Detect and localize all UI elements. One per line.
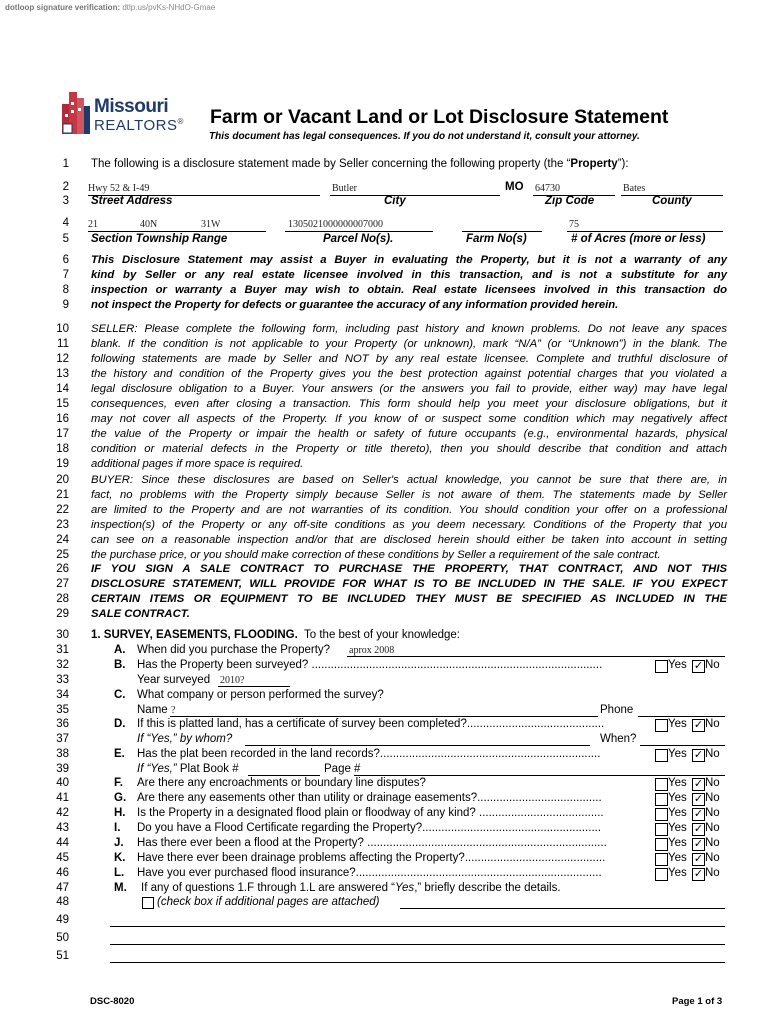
city-line — [330, 195, 500, 196]
buyer-line: can see on a reasonable inspection and/or that are disclosed herein should either be taken into account in setting — [91, 534, 727, 546]
notice-line: This Disclosure Statement may assist a Buyer in evaluating the Property, but it is not a warranty of any — [91, 254, 727, 266]
seller-line: the history and condition of the Property gives you the best protection against potential charges that you violated a — [91, 368, 727, 380]
line-number: 19 — [56, 458, 69, 470]
city-value[interactable]: Butler — [332, 183, 357, 194]
additional-pages-checkbox[interactable] — [142, 897, 154, 909]
state-value: MO — [505, 181, 524, 193]
seller-line: blank. If the condition is not applicable to your Property (or unknown), mark “N/A” (or “Unknown”) in the blank. The — [91, 338, 727, 350]
line-number: 45 — [56, 852, 69, 864]
item-h-question: Is the Property in a designated flood plain or floodway of any kind? ....................................... — [137, 807, 604, 819]
line-number: 21 — [56, 489, 69, 501]
item-g-question: Are there any easements other than utility or drainage easements?....................................... — [137, 792, 602, 804]
line-number: 41 — [56, 792, 69, 804]
item-d-yes-label: Yes — [668, 718, 687, 730]
line-number: 26 — [56, 563, 69, 575]
line-number: 31 — [56, 644, 69, 656]
item-i-yes-label: Yes — [668, 822, 687, 834]
line-number: 32 — [56, 659, 69, 671]
document-subtitle: This document has legal consequences. If you do not understand it, consult your attorney. — [209, 131, 640, 142]
item-e-no-checkbox[interactable]: ✓ — [693, 749, 704, 761]
street-label: Street Address — [91, 195, 173, 207]
section-value[interactable]: 21 — [88, 219, 98, 230]
item-e-no-label: No — [705, 748, 720, 760]
range-value[interactable]: 31W — [201, 219, 221, 230]
county-value[interactable]: Bates — [623, 183, 646, 194]
item-a-letter: A. — [114, 644, 126, 656]
item-f-yes-checkbox[interactable] — [655, 778, 668, 791]
line-number: 18 — [56, 443, 69, 455]
line-number: 16 — [56, 413, 69, 425]
line-51-blank[interactable] — [110, 962, 725, 963]
item-k-letter: K. — [114, 852, 126, 864]
line-number: 8 — [62, 284, 69, 296]
farm-label: Farm No(s) — [466, 233, 527, 245]
item-g-yes-checkbox[interactable] — [655, 793, 668, 806]
year-surveyed-label: Year surveyed — [137, 674, 211, 686]
year-surveyed-line — [218, 686, 290, 687]
additional-pages-label: (check box if additional pages are attached) — [157, 896, 380, 908]
item-d-no-checkbox[interactable]: ✓ — [693, 719, 704, 731]
line-number: 11 — [57, 338, 69, 350]
notice-line: inspection or warranty a Buyer may wish to obtain. Real estate licensees involved in this transaction do — [91, 284, 727, 296]
line-number: 10 — [56, 323, 69, 335]
buyer-paragraph — [91, 473, 727, 563]
notice-line: not inspect the Property for defects or guarantee the accuracy of any information provided herein. — [91, 299, 619, 311]
item-c-letter: C. — [114, 689, 126, 701]
surveyor-name-answer[interactable]: ? — [171, 705, 176, 716]
zip-label: Zip Code — [545, 195, 595, 207]
plat-book-label: If “Yes,” Plat Book # — [137, 763, 239, 775]
line-number: 2 — [62, 181, 69, 193]
item-d-letter: D. — [114, 718, 126, 730]
seller-line: legal disclosure obligation to a Buyer. Your answers (or the answers you fail to provide, either way) may have legal — [91, 383, 727, 395]
item-b-yes-label: Yes — [668, 659, 687, 671]
item-f-yes-label: Yes — [668, 777, 687, 789]
seller-line: SELLER: Please complete the following form, including past history and known problems. Do not leave any spaces — [91, 323, 727, 335]
warning-line: SALE CONTRACT. — [91, 608, 190, 620]
item-b-yes-checkbox[interactable] — [655, 660, 668, 673]
surveyor-name-label: Name — [137, 704, 168, 716]
verification-link[interactable]: dtlp.us/pvKs-NHdO-Gmae — [122, 3, 216, 12]
item-f-no-checkbox[interactable]: ✓ — [693, 778, 704, 790]
item-i-no-checkbox[interactable]: ✓ — [693, 823, 704, 835]
item-d-question: If this is platted land, has a certificate of survey been completed?........................................... — [137, 718, 605, 730]
line-number: 9 — [62, 299, 69, 311]
item-e-yes-checkbox[interactable] — [655, 749, 668, 762]
buyer-line: fact, no problems with the Property simply because Seller is not aware of them. The statements made by Seller — [91, 489, 727, 501]
survey-when-line — [640, 745, 725, 746]
contract-warning — [91, 562, 727, 622]
seller-line: additional pages if more space is required. — [91, 458, 304, 470]
item-h-yes-label: Yes — [668, 807, 687, 819]
line-number: 50 — [56, 932, 69, 944]
item-g-no-checkbox[interactable]: ✓ — [693, 793, 704, 805]
item-b-no-checkbox[interactable]: ✓ — [693, 660, 704, 672]
line-number: 17 — [56, 428, 69, 440]
line-number: 12 — [56, 353, 69, 365]
item-j-no-checkbox[interactable]: ✓ — [693, 838, 704, 850]
item-m-letter: M. — [114, 882, 127, 894]
item-k-question: Have there ever been drainage problems affecting the Property?............................................ — [137, 852, 606, 864]
item-l-no-label: No — [705, 867, 720, 879]
seller-line: consequences, even after closing a transaction. This form should help you meet your disclosure obligations, but it — [91, 398, 727, 410]
logo-text-realtors: REALTORS® — [94, 117, 184, 134]
line-number: 4 — [62, 217, 69, 229]
line-number: 40 — [56, 777, 69, 789]
item-j-letter: J. — [114, 837, 124, 849]
form-number: DSC-8020 — [90, 996, 135, 1007]
plat-page-label: Page # — [324, 763, 361, 775]
seller-line: the value of the Property or impair the health or safety of future occupants (e.g., environmental hazards, physical — [91, 428, 727, 440]
warning-line: IF YOU SIGN A SALE CONTRACT TO PURCHASE THE PROPERTY, THAT CONTRACT, AND NOT THIS — [91, 563, 727, 575]
item-j-no-label: No — [705, 837, 720, 849]
item-l-question: Have you ever purchased flood insurance?............................................................................. — [137, 867, 602, 879]
line-number: 23 — [56, 519, 69, 531]
item-l-letter: L. — [114, 867, 125, 879]
line-number: 47 — [56, 882, 69, 894]
item-g-yes-label: Yes — [668, 792, 687, 804]
line-number: 25 — [56, 549, 69, 561]
buyer-line: the purchase price, or you should make correction of these conditions by Seller a requirement of the sale contract. — [91, 549, 661, 561]
item-c-question: What company or person performed the survey? — [137, 689, 384, 701]
line-number: 43 — [56, 822, 69, 834]
township-value[interactable]: 40N — [140, 219, 158, 230]
seller-line: following statements are made by Seller and NOT by any real estate licensee. Complete and truthful disclosure of — [91, 353, 727, 365]
item-k-yes-checkbox[interactable] — [655, 853, 668, 866]
line-number: 22 — [56, 504, 69, 516]
item-b-no-label: No — [705, 659, 720, 671]
item-a-answer[interactable]: aprox 2008 — [349, 645, 395, 656]
line-number: 36 — [56, 718, 69, 730]
item-b-letter: B. — [114, 659, 126, 671]
buyer-line: are limited to the Property and are not warranties of its condition. You should condition your offer on a professional — [91, 504, 727, 516]
line-number: 20 — [56, 474, 69, 486]
item-m-question: If any of questions 1.F through 1.L are answered “Yes,” briefly describe the details. — [141, 882, 561, 894]
item-h-letter: H. — [114, 807, 126, 819]
year-surveyed-answer[interactable]: 2010? — [220, 675, 245, 686]
item-k-yes-label: Yes — [668, 852, 687, 864]
seller-line: condition or material defects in the Property or title thereto), then you should describe that condition and attach — [91, 443, 727, 455]
line-number: 6 — [62, 254, 69, 266]
item-b-question: Has the Property been surveyed? ........................................................................................... — [137, 659, 603, 671]
surveyor-phone-label: Phone — [600, 704, 634, 716]
document-title: Farm or Vacant Land or Lot Disclosure Statement — [210, 106, 669, 128]
warning-line: CERTAIN ITEMS OR EQUIPMENT TO BE INCLUDED THEY MUST BE SPECIFIED AS INCLUDED IN THE — [91, 593, 727, 605]
line-number: 49 — [56, 914, 69, 926]
acres-label: # of Acres (more or less) — [571, 233, 706, 245]
page-number: Page 1 of 3 — [672, 996, 723, 1007]
item-h-yes-checkbox[interactable] — [655, 808, 668, 821]
logo-text-missouri: Missouri — [94, 96, 169, 117]
item-e-letter: E. — [114, 748, 125, 760]
county-label: County — [652, 195, 692, 207]
line-number: 27 — [56, 578, 69, 590]
line-number: 24 — [56, 534, 69, 546]
item-h-no-checkbox[interactable]: ✓ — [693, 808, 704, 820]
line-number: 33 — [56, 674, 69, 686]
line-50-blank[interactable] — [110, 944, 725, 945]
str-label: Section Township Range — [91, 233, 228, 245]
line-number: 39 — [56, 763, 69, 775]
line-number: 37 — [56, 733, 69, 745]
line-number: 44 — [56, 837, 69, 849]
item-i-question: Do you have a Flood Certificate regarding the Property?........................................................ — [137, 822, 602, 834]
line-number: 14 — [56, 383, 69, 395]
seller-line: may not cover all aspects of the Property. If you know of or suspect some condition which may negatively affect — [91, 413, 727, 425]
item-k-no-label: No — [705, 852, 720, 864]
item-a-line — [347, 656, 725, 657]
item-l-yes-label: Yes — [668, 867, 687, 879]
intro-text: The following is a disclosure statement made by Seller concerning the following property (the “Property”): — [91, 158, 629, 170]
item-f-question: Are there any encroachments or boundary line disputes? — [137, 777, 426, 789]
item-d-no-label: No — [705, 718, 720, 730]
line-number: 7 — [62, 269, 69, 281]
buyer-line: inspection(s) of the Property or any off-site conditions as you deem necessary. Conditions of the Property that you — [91, 519, 727, 531]
section1-heading: 1. SURVEY, EASEMENTS, FLOODING. To the best of your knowledge: — [91, 629, 461, 641]
notice-paragraph — [91, 253, 727, 313]
line-49-blank[interactable] — [110, 926, 725, 927]
warning-line: DISCLOSURE STATEMENT, WILL PROVIDE FOR WHAT IS TO BE INCLUDED IN THE SALE. IF YOU EXPECT — [91, 578, 727, 590]
notice-line: kind by Seller or any real estate licensee involved in this transaction, and is not a substitute for any — [91, 269, 727, 281]
acres-value[interactable]: 75 — [569, 219, 579, 230]
item-i-letter: I. — [114, 822, 121, 834]
item-g-letter: G. — [114, 792, 127, 804]
item-j-question: Has there ever been a flood at the Property? ........................................................................... — [137, 837, 607, 849]
survey-by-whom-label: If “Yes,” by whom? — [137, 733, 233, 745]
line-number: 3 — [62, 195, 69, 207]
line-48-blank — [400, 908, 725, 909]
survey-when-label: When? — [600, 733, 637, 745]
seller-paragraph — [91, 322, 727, 472]
verification-label: dotloop signature verification: — [5, 3, 121, 12]
parcel-value[interactable]: 1305021000000007000 — [288, 219, 383, 230]
item-l-yes-checkbox[interactable] — [655, 868, 668, 881]
line-number: 28 — [56, 593, 69, 605]
line-number: 34 — [56, 689, 69, 701]
line-number: 38 — [56, 748, 69, 760]
item-e-question: Has the plat been recorded in the land records?..................................................................... — [137, 748, 601, 760]
dotloop-verification — [5, 3, 215, 12]
item-a-question: When did you purchase the Property? — [137, 644, 331, 656]
line-number: 1 — [62, 158, 69, 170]
item-j-yes-label: Yes — [668, 837, 687, 849]
line-number: 29 — [56, 608, 69, 620]
item-h-no-label: No — [705, 807, 720, 819]
item-i-no-label: No — [705, 822, 720, 834]
city-label: City — [384, 195, 406, 207]
zip-value[interactable]: 64730 — [535, 183, 560, 194]
item-k-no-checkbox[interactable]: ✓ — [693, 853, 704, 865]
line-number: 30 — [56, 629, 69, 641]
line-number: 51 — [56, 950, 69, 962]
street-value[interactable]: Hwy 52 & I-49 — [88, 183, 150, 194]
item-e-yes-label: Yes — [668, 748, 687, 760]
item-d-yes-checkbox[interactable] — [655, 719, 668, 732]
parcel-label: Parcel No(s). — [323, 233, 394, 245]
line-number: 35 — [56, 704, 69, 716]
line-number: 15 — [56, 398, 69, 410]
line-number: 42 — [56, 807, 69, 819]
buyer-line: BUYER: Since these disclosures are based on Seller's actual knowledge, you cannot be sure that there are, in — [91, 474, 727, 486]
item-j-yes-checkbox[interactable] — [655, 838, 668, 851]
item-g-no-label: No — [705, 792, 720, 804]
line-number: 46 — [56, 867, 69, 879]
line-number: 5 — [62, 233, 69, 245]
item-i-yes-checkbox[interactable] — [655, 823, 668, 836]
item-l-no-checkbox[interactable]: ✓ — [693, 868, 704, 880]
item-f-no-label: No — [705, 777, 720, 789]
item-f-letter: F. — [114, 777, 123, 789]
survey-by-whom-line — [245, 745, 590, 746]
line-number: 48 — [56, 896, 69, 908]
line-number: 13 — [56, 368, 69, 380]
